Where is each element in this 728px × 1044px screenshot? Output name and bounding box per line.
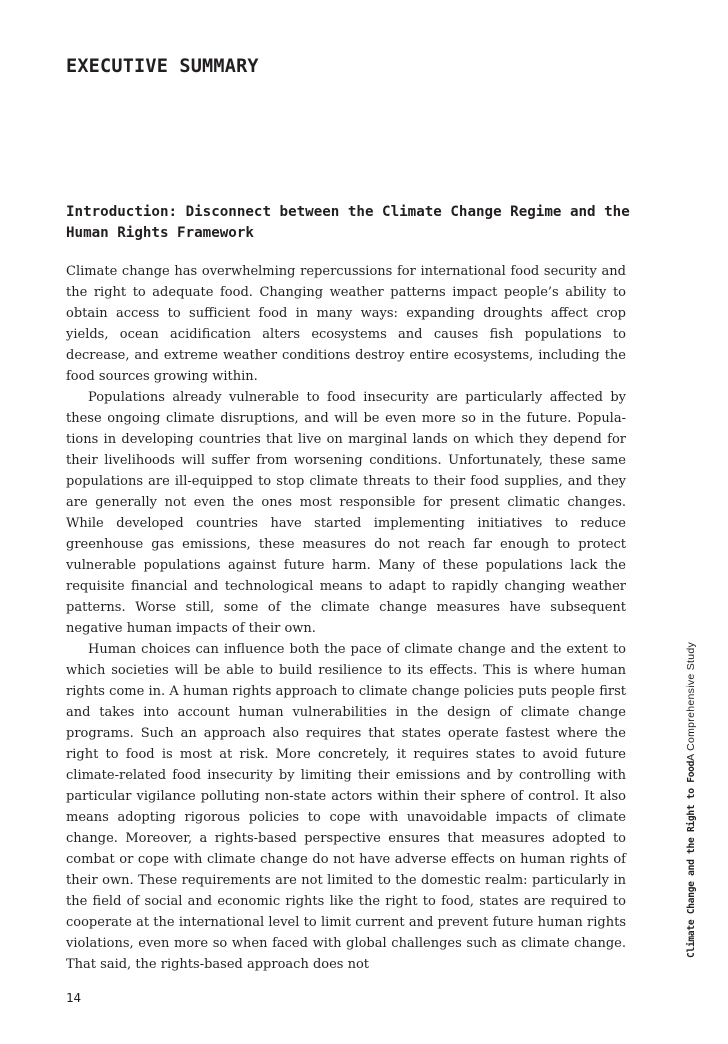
paragraph-2: Populations already vulnerable to food insecurity are particularly affected by these ongoing climate disruptions, and will be even more so in the future. Populations in developing countries that live on marginal lands on which they depend for their livelihoods will suffer from worsening conditions. Unfortunately, these same populations are ill-equipped to stop climate threats to their food supplies, and they are generally not even the ones most responsible for present climatic changes. While developed countries have started implementing initiatives to reduce greenhouse gas emissions, these measures do not reach far enough to protect vulnerable populations against future harm. Many of these populations lack the requisite financial and technological means to adapt to rapidly changing weather patterns. Worse still, some of the climate change measures have subsequent negative human impacts of their own. (66, 390, 626, 636)
section-heading: Introduction: Disconnect between the Climate Change Regime and the Human Rights Framework (66, 204, 630, 241)
running-title (685, 642, 697, 958)
paragraph-1: Climate change has overwhelming repercussions for international food security and the right to adequate food. Changing weather patterns impact people’s ability to obtain access to sufficient food in many ways: expanding droughts affect crop yields, ocean acidification alters ecosystems and causes fish populations to decrease, and extreme weather conditions destroy entire ecosystems, including the food sources growing within. (66, 264, 626, 384)
page-header: EXECUTIVE SUMMARY (66, 56, 259, 77)
page-number: 14 (66, 990, 82, 1005)
paragraph-3: Human choices can influence both the pace of climate change and the extent to which societies will be able to build resilience to its effects. This is where human rights come in. A human rights approach to climate change policies puts people first and takes into account human vulnerabilities in the design of climate change programs. Such an approach also requires that states operate fastest where the right to food is most at risk. More concretely, it requires states to avoid future climate-related food insecurity by limiting their emissions and by controlling with particular vigilance polluting non-state actors within their sphere of control. It also means adopting rigorous policies to cope with unavoidable impacts of climate change. Moreover, a rights-based perspective ensures that measures adopted to combat or cope with climate change do not have adverse effects on human rights of their own. These requirements are not limited to the domestic realm: particularly in the field of social and economic rights like the right to food, states are required to cooperate at the international level to limit current and prevent future human rights violations, even more so when faced with global challenges such as climate change. That said, the rights-based approach does not (66, 642, 626, 972)
running-title-book: Climate Change and the Right to Food (686, 760, 697, 958)
running-title-subtitle: A Comprehensive Study (685, 641, 697, 761)
body-text (66, 261, 626, 975)
